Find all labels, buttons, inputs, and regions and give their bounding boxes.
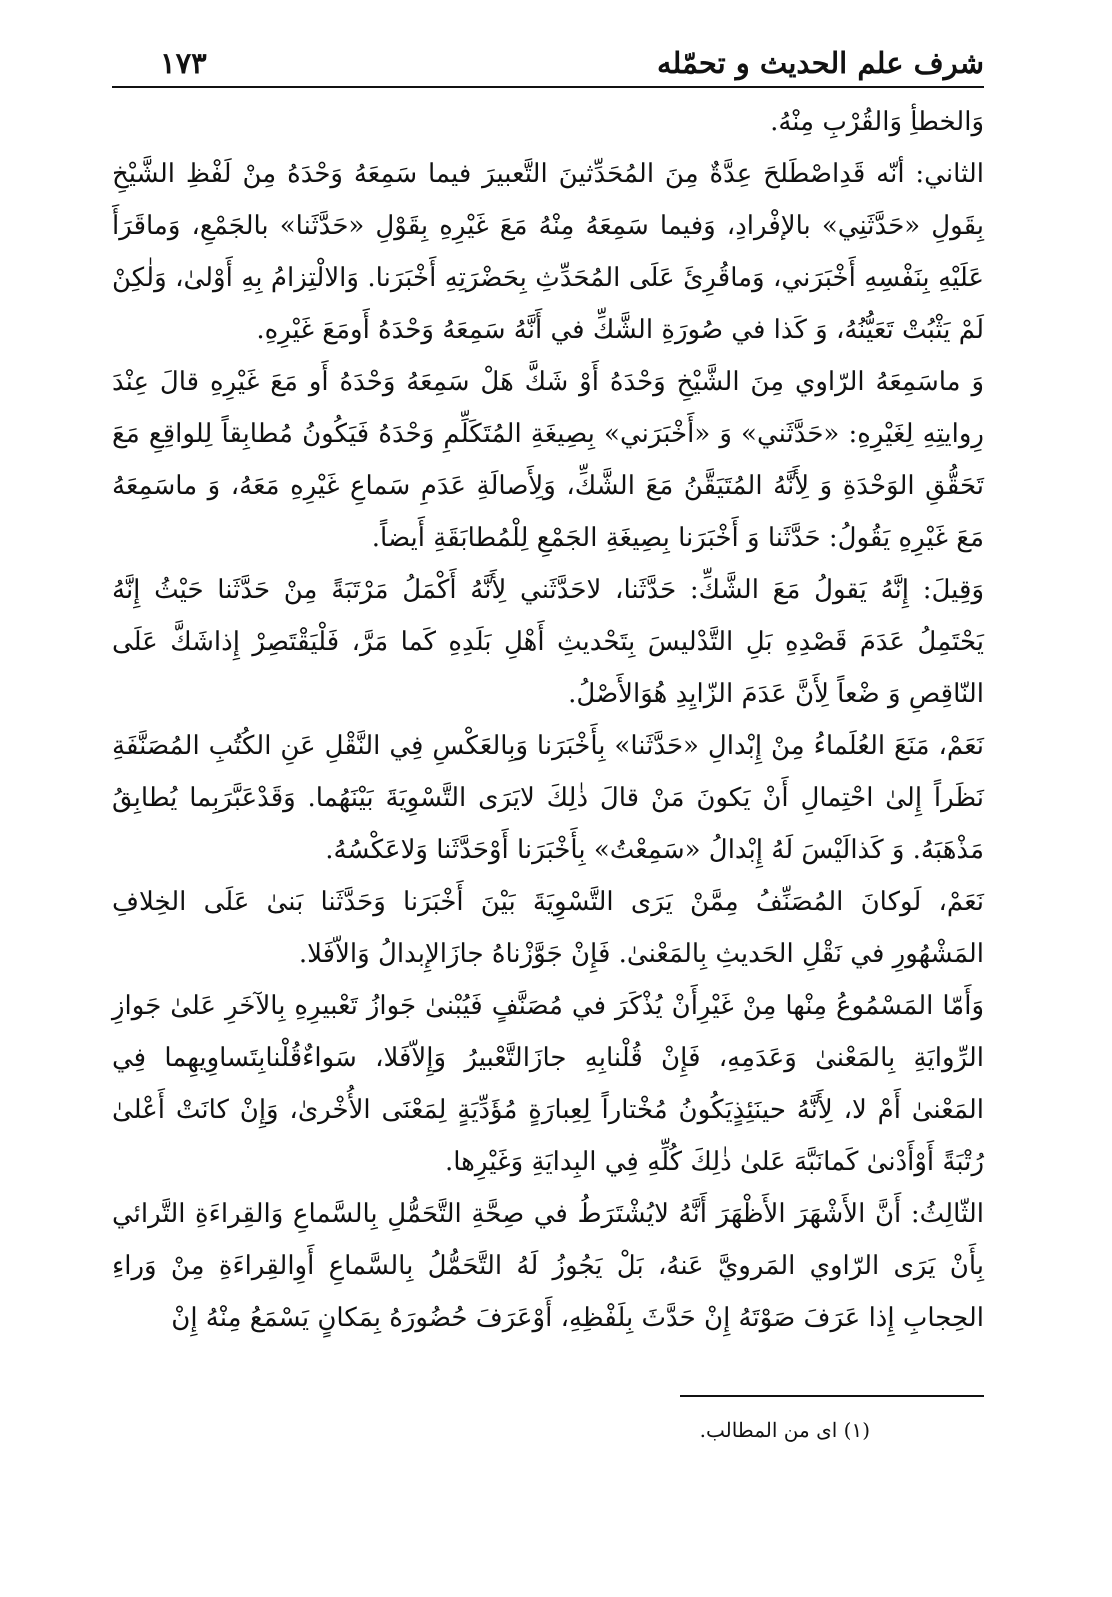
footnote-divider xyxy=(680,1395,984,1397)
running-title: شرف علم الحديث و تحمّله xyxy=(656,46,984,80)
paragraph-3: وَ ماسَمِعَهُ الرّاوي مِنَ الشَّيْخِ وَحْدَهُ أَوْ شَكَّ هَلْ سَمِعَهُ وَحْدَهُ أَو مَعَ غَيْرِهِ قالَ عِنْدَ رِوايتِهِ لِغَيْرِهِ: «حَدَّثَني» وَ «أَخْبَرَني» بِصِيغَةِ المُتَكَلِّمِ وَحْدَهُ فَيَكُونُ مُطابِقاً لِلواقِعِ مَعَ تَحَقُّقِ الوَحْدَةِ وَ لِأَنَّهُ المُتَيَقَّنُ مَعَ الشَّكِّ، وَلِأَصالَةِ عَدَمِ سَماعِ غَيْرِهِ مَعَهُ، وَ ماسَمِعَهُ مَعَ غَيْرِهِ يَقُولُ: حَدَّثَنا وَ أَخْبَرَنا بِصِيغَةِ الجَمْعِ لِلْمُطابَقَةِ أَيضاً. xyxy=(112,367,984,553)
paragraph-2: الثاني: أنّه قَدِاصْطَلحَ عِدَّةٌ مِنَ المُحَدِّثينَ التَّعبيرَ فيما سَمِعَهُ وَحْدَهُ مِنْ لَفْظِ الشَّيْخِ بِقَولِ «حَدَّثَنِي» بالإفْرادِ، وَفيما سَمِعَهُ مِنْهُ مَعَ غَيْرِهِ بِقَوْلِ «حَدَّثَنا» بالجَمْعِ، وَماقَرَأَ عَلَيْهِ بِنَفْسِهِ أَخْبَرَني، وَماقُرِئَ عَلَى المُحَدِّثِ بِحَضْرَتِهِ أَخْبَرَنا. وَالالْتِزامُ بِهِ أَوْلىٰ، وَلٰكِنْ لَمْ يَثْبُتْ تَعَيُّنُهُ، وَ كَذا في صُورَةِ الشَّكِّ في أَنَّهُ سَمِعَهُ وَحْدَهُ أَومَعَ غَيْرِهِ. xyxy=(112,159,984,345)
paragraph-7: وَأَمّا المَسْمُوعُ مِنْها مِنْ غَيْرِأَنْ يُذْكَرَ في مُصَنَّفٍ فَيُبْنىٰ جَوازُ تَعْبيرِهِ بِالآخَرِ عَلىٰ جَوازِ الرِّوايَةِ بِالمَعْنىٰ وَعَدَمِهِ، فَإِنْ قُلْنابِهِ جازَالتَّعْبيرُ وَإِلاّفَلا، سَواءٌقُلْنابِتَساوِيهِما فِي المَعْنىٰ أَمْ لا، لِأَنَّهُ حينَئِذٍيَكُونُ مُخْتاراً لِعِبارَةٍ مُؤَدِّيَةٍ لِمَعْنَى الأُخْرىٰ، وَإِنْ كانَتْ أَعْلىٰ رُتْبَةً أَوْأَدْنىٰ كَمانَبَّهَ عَلىٰ ذٰلِكَ كُلِّهِ فِي البِدايَةِ وَغَيْرِها. xyxy=(112,991,984,1177)
header-divider xyxy=(112,86,984,88)
page-header xyxy=(112,40,984,84)
paragraph-5: نَعَمْ، مَنَعَ العُلَماءُ مِنْ إِبْدالِ «حَدَّثَنا» بِأَخْبَرَنا وَبِالعَكْسِ فِي النَّقْلِ عَنِ الكُتُبِ المُصَنَّفَةِ نَظَراً إِلىٰ احْتِمالِ أَنْ يَكونَ مَنْ قالَ ذٰلِكَ لايَرَى التَّسْوِيَةَ بَيْنَهُما. وَقَدْعَبَّرَبِما يُطابِقُ مَذْهَبَهُ. وَ كَذالَيْسَ لَهُ إِبْدالُ «سَمِعْتُ» بِأَخْبَرَنا أَوْحَدَّثَنا وَلاعَكْسُهُ. xyxy=(112,731,984,865)
paragraph-8: الثّالِثُ: أَنَّ الأَشْهَرَ الأَظْهَرَ أَنَّهُ لايُشْتَرَطُ في صِحَّةِ التَّحَمُّلِ بِالسَّماعِ وَالقِراءَةِ التَّرائي بِأَنْ يَرَى الرّاوي المَرويَّ عَنهُ، بَلْ يَجُوزُ لَهُ التَّحَمُّلُ بِالسَّماعِ أَوِالقِراءَةِ مِنْ وَراءِ الحِجابِ إِذا عَرَفَ صَوْتَهُ إِنْ حَدَّثَ بِلَفْظِهِ، أَوْعَرَفَ حُضُورَهُ بِمَكانٍ يَسْمَعُ مِنْهُ إِنْ xyxy=(112,1199,984,1333)
footnote: (١) اى من المطالب. xyxy=(699,1418,870,1442)
body-text xyxy=(112,96,984,1344)
paragraph-1: وَالخطأِ وَالقُرْبِ مِنْهُ. xyxy=(770,107,984,137)
paragraph-6: نَعَمْ، لَوكانَ المُصَنِّفُ مِمَّنْ يَرَى التَّسْوِيَةَ بَيْنَ أَخْبَرَنا وَحَدَّثَنا بَنىٰ عَلَى الخِلافِ المَشْهُورِ في نَقْلِ الحَديثِ بِالمَعْنىٰ. فَإِنْ جَوَّزْناهُ جازَالإِبدالُ وَالاّفَلا. xyxy=(112,887,984,969)
page-number: ١٧٣ xyxy=(160,46,207,80)
paragraph-4: وَقِيلَ: إِنَّهُ يَقولُ مَعَ الشَّكِّ: حَدَّثَنا، لاحَدَّثَني لِأَنَّهُ أَكْمَلُ مَرْتَبَةً مِنْ حَدَّثَنا حَيْثُ إِنَّهُ يَحْتَمِلُ عَدَمَ قَصْدِهِ بَلِ التَّدْليسَ بِتَحْديثِ أَهْلِ بَلَدِهِ كَما مَرَّ، فَلْيَقْتَصِرْ إِذاشَكَّ عَلَى النّاقِصِ وَ ضْعاً لِأَنَّ عَدَمَ الزّايِدِ هُوَالأَصْلُ. xyxy=(112,575,984,709)
